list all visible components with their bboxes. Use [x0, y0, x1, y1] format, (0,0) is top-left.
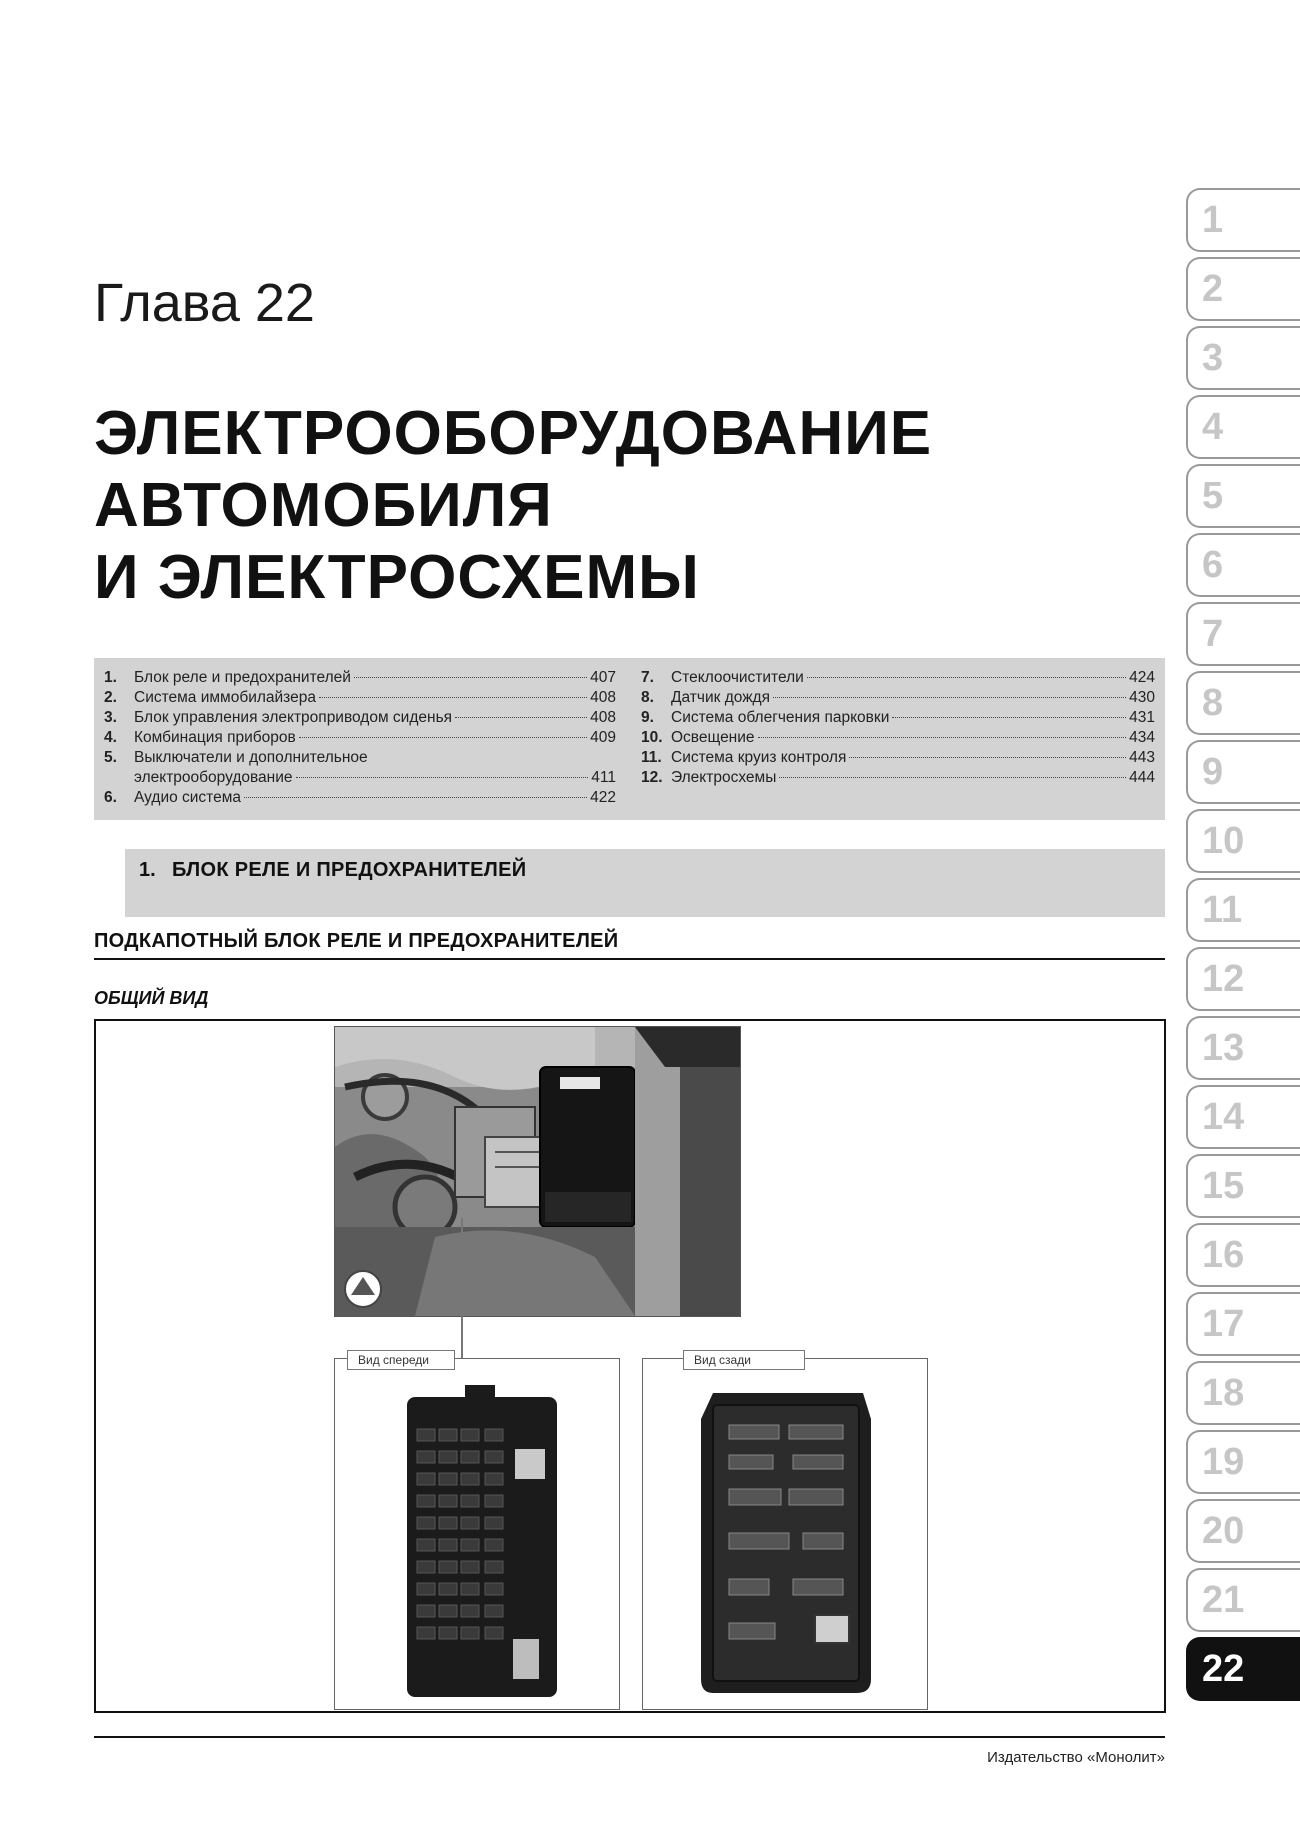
- front-view-label: Вид спереди: [347, 1350, 455, 1370]
- toc-number: 6.: [104, 789, 117, 806]
- toc-page: 431: [1129, 709, 1155, 726]
- toc-leader-dots: [849, 757, 1126, 758]
- toc-leader-dots: [296, 777, 589, 778]
- toc-text: Комбинация приборов: [134, 729, 296, 746]
- chapter-tab[interactable]: 7: [1186, 602, 1300, 666]
- toc-text: Стеклоочистители: [671, 669, 804, 686]
- toc-page: 407: [590, 669, 616, 686]
- toc-text: Система круиз контроля: [671, 749, 847, 766]
- toc-item[interactable]: [104, 668, 616, 688]
- toc-leader-dots: [354, 677, 587, 678]
- toc-item[interactable]: [641, 668, 1155, 688]
- toc-leader-dots: [244, 797, 587, 798]
- toc-item-continued[interactable]: [104, 768, 616, 788]
- section-title: БЛОК РЕЛЕ И ПРЕДОХРАНИТЕЛЕЙ: [172, 859, 527, 881]
- chapter-tab[interactable]: 16: [1186, 1223, 1300, 1287]
- chapter-title-line: АВТОМОБИЛЯ: [94, 471, 553, 540]
- toc-text: Датчик дождя: [671, 689, 770, 706]
- toc-number: 8.: [641, 689, 654, 706]
- toc-leader-dots: [758, 737, 1127, 738]
- toc-number: 10.: [641, 729, 663, 746]
- toc-number: 1.: [104, 669, 117, 686]
- toc-number: 3.: [104, 709, 117, 726]
- chapter-tab[interactable]: 18: [1186, 1361, 1300, 1425]
- chapter-tab[interactable]: 2: [1186, 257, 1300, 321]
- chapter-tab[interactable]: 9: [1186, 740, 1300, 804]
- rear-view-label: Вид сзади: [683, 1350, 805, 1370]
- toc-item[interactable]: [104, 748, 616, 768]
- toc-text: Электросхемы: [671, 769, 777, 786]
- toc-leader-dots: [773, 697, 1126, 698]
- toc-text: Блок управления электроприводом сиденья: [134, 709, 453, 726]
- chapter-tab[interactable]: 12: [1186, 947, 1300, 1011]
- publisher-name: Издательство «Монолит»: [987, 1749, 1165, 1766]
- chapter-tab[interactable]: 11: [1186, 878, 1300, 942]
- chapter-tab[interactable]: 15: [1186, 1154, 1300, 1218]
- section-number: 1.: [139, 859, 156, 881]
- toc-text: Система облегчения парковки: [671, 709, 890, 726]
- toc-item[interactable]: [641, 688, 1155, 708]
- toc-page: 430: [1129, 689, 1155, 706]
- toc-number: 9.: [641, 709, 654, 726]
- toc-text: Блок реле и предохранителей: [134, 669, 351, 686]
- toc-number: 4.: [104, 729, 117, 746]
- toc-page: 434: [1129, 729, 1155, 746]
- subsection-title: ПОДКАПОТНЫЙ БЛОК РЕЛЕ И ПРЕДОХРАНИТЕЛЕЙ: [94, 928, 1165, 960]
- section-heading-bar: [125, 849, 1165, 917]
- toc-page: 408: [590, 709, 616, 726]
- view-label: ОБЩИЙ ВИД: [94, 988, 209, 1008]
- chapter-title-line: И ЭЛЕКТРОСХЕМЫ: [94, 543, 700, 612]
- toc-number: 11.: [641, 749, 662, 766]
- chapter-tab[interactable]: 21: [1186, 1568, 1300, 1632]
- rear-view-panel: [642, 1353, 928, 1710]
- chapter-tab[interactable]: 8: [1186, 671, 1300, 735]
- chapter-tab[interactable]: 19: [1186, 1430, 1300, 1494]
- toc-leader-dots: [892, 717, 1126, 718]
- toc-leader-dots: [319, 697, 587, 698]
- chapter-tab[interactable]: 17: [1186, 1292, 1300, 1356]
- toc-text: электрооборудование: [134, 769, 293, 786]
- toc-column-left: [104, 668, 616, 808]
- engine-bay-photo: [334, 1026, 741, 1317]
- toc-number: 5.: [104, 749, 117, 766]
- toc-text: Освещение: [671, 729, 755, 746]
- toc-item[interactable]: [104, 728, 616, 748]
- chapter-tab[interactable]: 13: [1186, 1016, 1300, 1080]
- toc-page: 409: [590, 729, 616, 746]
- toc-item[interactable]: [104, 788, 616, 808]
- footer-rule: [94, 1736, 1165, 1738]
- toc-item[interactable]: [104, 708, 616, 728]
- toc-leader-dots: [807, 677, 1126, 678]
- toc-item[interactable]: [104, 688, 616, 708]
- toc-page: 411: [591, 769, 616, 786]
- toc-page: 424: [1129, 669, 1155, 686]
- toc-item[interactable]: [641, 708, 1155, 728]
- chapter-label: Глава 22: [94, 273, 315, 333]
- toc-page: 408: [590, 689, 616, 706]
- toc-leader-dots: [455, 717, 587, 718]
- chapter-tab[interactable]: 10: [1186, 809, 1300, 873]
- chapter-tab[interactable]: 5: [1186, 464, 1300, 528]
- table-of-contents: [94, 658, 1165, 820]
- toc-number: 2.: [104, 689, 117, 706]
- chapter-tab[interactable]: 14: [1186, 1085, 1300, 1149]
- toc-text: Аудио система: [134, 789, 242, 806]
- toc-item[interactable]: [641, 728, 1155, 748]
- toc-column-right: [641, 668, 1155, 788]
- chapter-tab[interactable]: 1: [1186, 188, 1300, 252]
- engine-bay-illustration: [335, 1027, 740, 1316]
- front-view-panel: [334, 1353, 620, 1710]
- fuse-box-front-illustration: [335, 1359, 619, 1709]
- toc-leader-dots: [299, 737, 587, 738]
- toc-page: 444: [1129, 769, 1155, 786]
- toc-page: 422: [590, 789, 616, 806]
- chapter-tab-active[interactable]: 22: [1186, 1637, 1300, 1701]
- chapter-tab[interactable]: 20: [1186, 1499, 1300, 1563]
- toc-item[interactable]: [641, 768, 1155, 788]
- toc-item[interactable]: [641, 748, 1155, 768]
- chapter-tab[interactable]: 6: [1186, 533, 1300, 597]
- fuse-box-rear-illustration: [643, 1359, 927, 1709]
- chapter-title: [94, 398, 932, 614]
- toc-text: Выключатели и дополнительное: [134, 749, 368, 766]
- chapter-title-line: ЭЛЕКТРООБОРУДОВАНИЕ: [94, 399, 933, 468]
- callout-connector-line: [461, 1218, 463, 1358]
- toc-number: 7.: [641, 669, 654, 686]
- toc-text: Система иммобилайзера: [134, 689, 316, 706]
- chapter-tab[interactable]: 3: [1186, 326, 1300, 390]
- chapter-tab[interactable]: 4: [1186, 395, 1300, 459]
- toc-number: 12.: [641, 769, 663, 786]
- toc-leader-dots: [779, 777, 1126, 778]
- toc-page: 443: [1129, 749, 1155, 766]
